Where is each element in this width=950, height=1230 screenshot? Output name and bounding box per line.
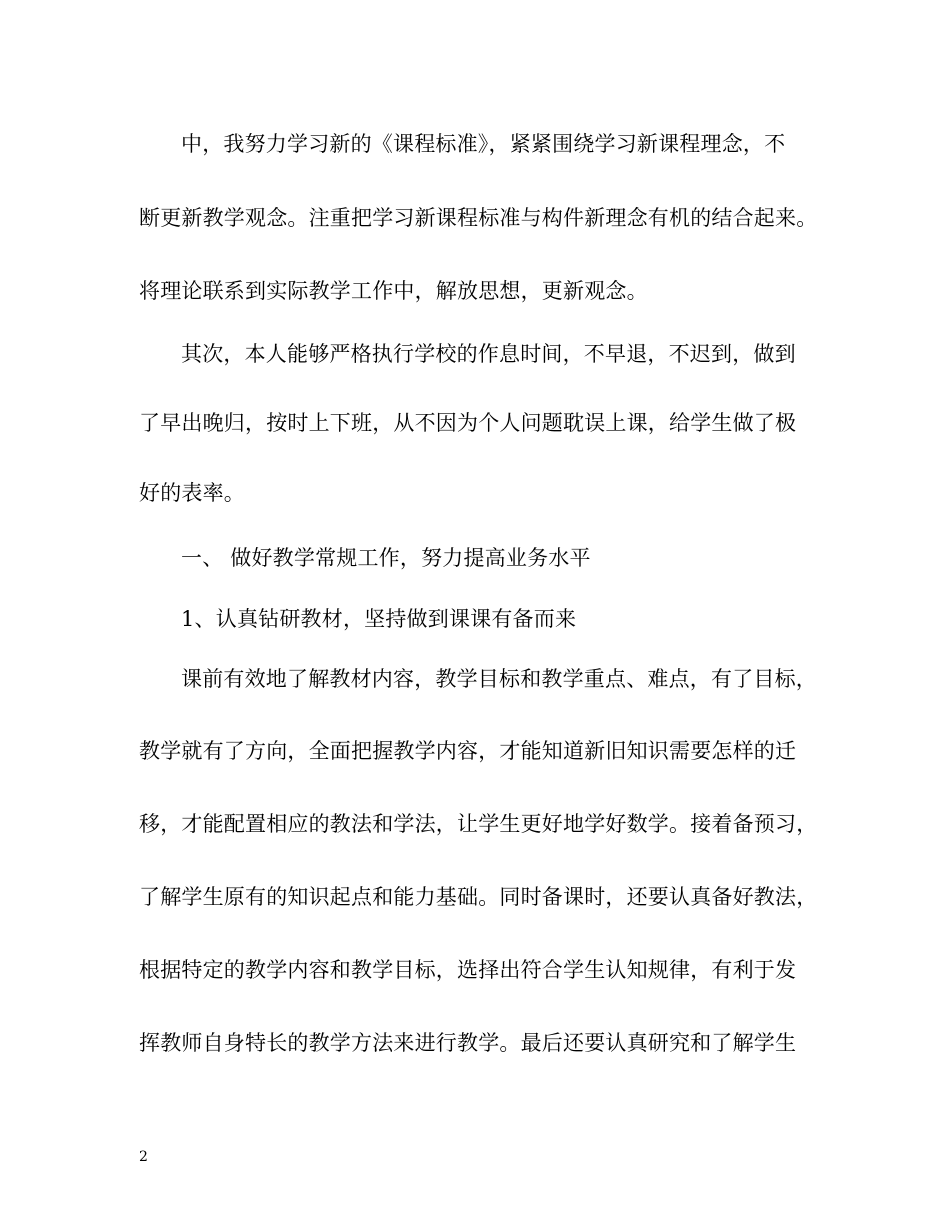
paragraph-line: 移，才能配置相应的教法和学法，让学生更好地学好数学。接着备预习，	[139, 812, 818, 836]
paragraph-line: 断更新教学观念。注重把学习新课程标准与构件新理念有机的结合起来。	[139, 206, 818, 230]
paragraph-line: 其次，本人能够严格执行学校的作息时间，不早退，不迟到，做到	[181, 342, 796, 366]
page-number: 2	[139, 1149, 148, 1165]
paragraph-line: 挥教师自身特长的教学方法来进行教学。最后还要认真研究和了解学生	[139, 1031, 797, 1055]
paragraph-line: 好的表率。	[139, 481, 245, 505]
paragraph-line: 课前有效地了解教材内容，教学目标和教学重点、难点，有了目标，	[181, 667, 817, 691]
section-heading: 一、 做好教学常规工作，努力提高业务水平	[181, 546, 591, 570]
paragraph-line: 根据特定的教学内容和教学目标，选择出符合学生认知规律，有利于发	[139, 958, 797, 982]
paragraph-line: 了解学生原有的知识起点和能力基础。同时备课时，还要认真备好教法，	[139, 885, 818, 909]
subsection-heading: 1、认真钻研教材，坚持做到课课有备而来	[181, 607, 577, 631]
paragraph-line: 教学就有了方向，全面把握教学内容，才能知道新旧知识需要怎样的迁	[139, 739, 797, 763]
paragraph-line: 中，我努力学习新的《课程标准》，紧紧围绕学习新课程理念，不	[181, 132, 786, 156]
paragraph-line: 了早出晚归，按时上下班，从不因为个人问题耽误上课，给学生做了极	[139, 411, 797, 435]
paragraph-line: 将理论联系到实际教学工作中，解放思想，更新观念。	[139, 279, 648, 303]
